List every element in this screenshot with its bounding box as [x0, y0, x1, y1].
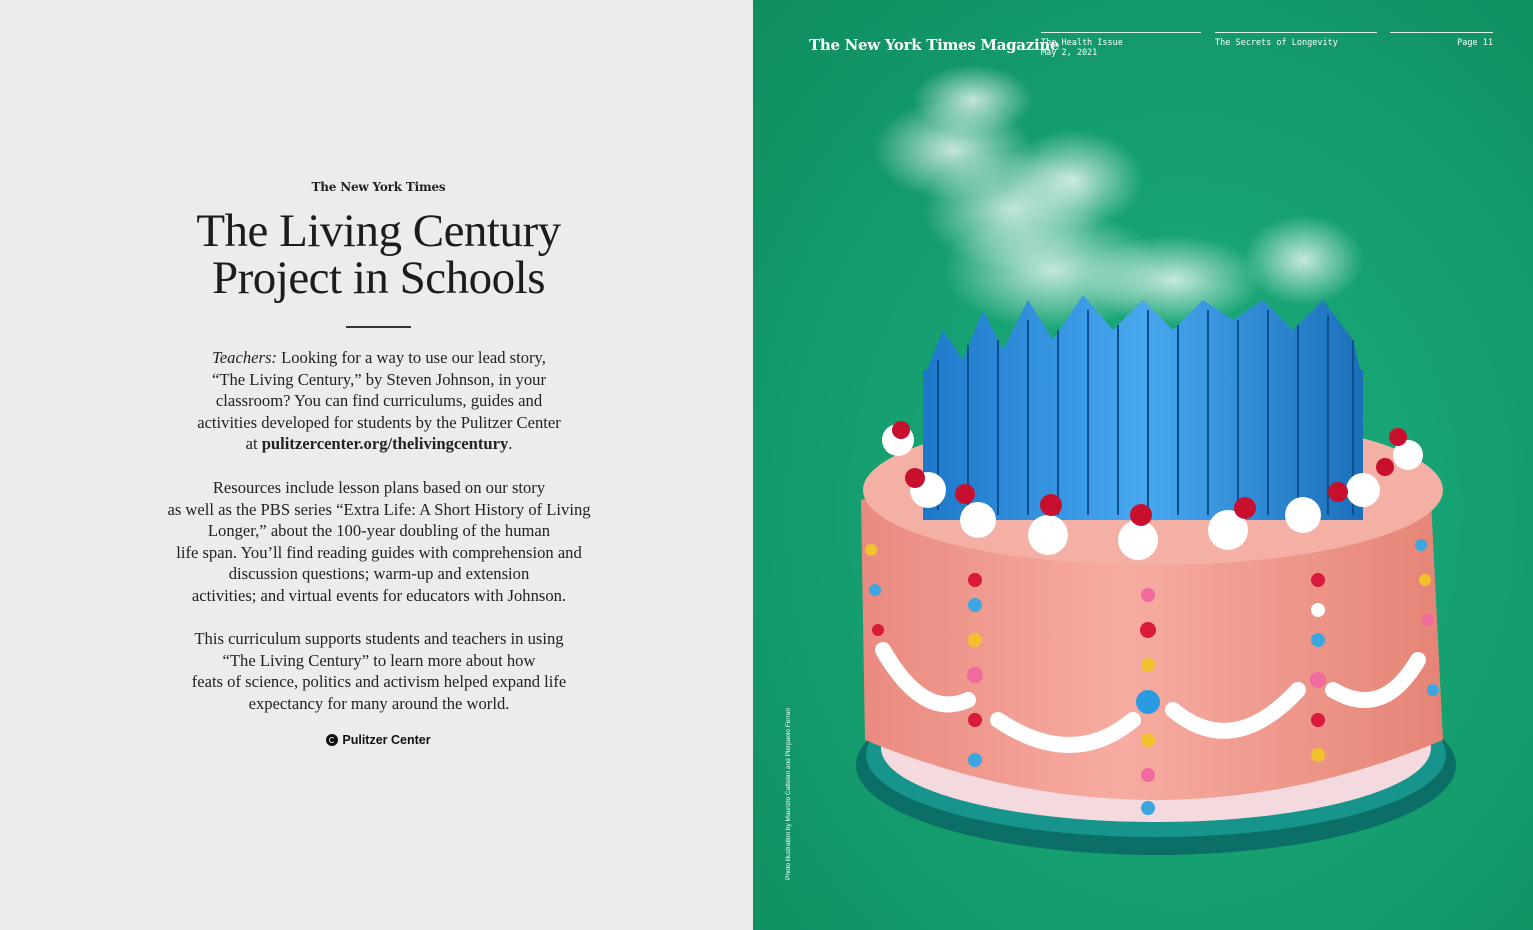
- intro-line-4: activities developed for students by the Pulitzer Center: [197, 412, 561, 432]
- resources-line: Resources include lesson plans based on our story: [212, 478, 546, 497]
- intro-line-2: “The Living Century,” by Steven Johnson, in your: [212, 369, 546, 389]
- curriculum-line: expectancy for many around the world.: [248, 693, 510, 713]
- smoke: [873, 65, 1363, 330]
- intro-line-5: [150, 433, 608, 455]
- intro-line-1: [150, 347, 608, 369]
- title-line-1: The Living Century: [196, 205, 561, 257]
- page-title: [0, 205, 757, 304]
- curriculum-line: This curriculum supports students and teachers in using: [194, 629, 564, 648]
- issue-topic: The Secrets of Longevity: [1215, 32, 1377, 48]
- resources-line: life span. You’ll find reading guides with comprehension and: [176, 542, 582, 562]
- candles: [923, 295, 1363, 520]
- curriculum-paragraph: [150, 628, 608, 714]
- resources-line: discussion questions; warm-up and extension: [228, 564, 530, 584]
- magazine-title: The New York Times Magazine: [809, 36, 1060, 54]
- pulitzer-logo-icon: [326, 734, 338, 746]
- intro-line-3: classroom? You can find curriculums, guides and: [215, 391, 543, 411]
- curriculum-line: “The Living Century” to learn more about how: [222, 650, 536, 670]
- title-line-2: Project in Schools: [211, 252, 546, 304]
- issue-info: [1041, 32, 1201, 58]
- resources-line: as well as the PBS series “Extra Life: A Short History of Living: [167, 499, 591, 519]
- right-page: [753, 0, 1533, 930]
- intro-paragraph: [150, 347, 608, 455]
- curriculum-line: feats of science, politics and activism helped expand life: [191, 672, 567, 692]
- page-number: Page 11: [1390, 32, 1493, 48]
- nyt-masthead: The New York Times: [311, 180, 446, 194]
- pulitzer-center-label: Pulitzer Center: [342, 733, 431, 747]
- issue-name: The Health Issue: [1041, 38, 1123, 48]
- issue-date: May 2, 2021: [1041, 48, 1098, 58]
- photo-credit: Photo illustration by Maurizio Cattelan and Pierpaolo Ferrari: [785, 708, 792, 880]
- resources-line: Longer,” about the 100-year doubling of the human: [207, 521, 551, 541]
- pulitzer-link[interactable]: pulitzercenter.org/thelivingcentury: [261, 434, 509, 454]
- intro-line-5-pre: at: [245, 434, 262, 454]
- left-page: [0, 0, 753, 930]
- pulitzer-center-credit: [0, 733, 757, 747]
- resources-paragraph: [150, 477, 608, 607]
- intro-line-1-text: Looking for a way to use our lead story,: [276, 348, 546, 367]
- intro-lead: Teachers:: [212, 348, 277, 367]
- title-divider: [346, 326, 411, 328]
- cake-photo: [753, 0, 1533, 930]
- intro-line-5-post: .: [508, 434, 513, 454]
- magazine-header: [753, 0, 1533, 70]
- resources-line: activities; and virtual events for educators with Johnson.: [191, 585, 567, 605]
